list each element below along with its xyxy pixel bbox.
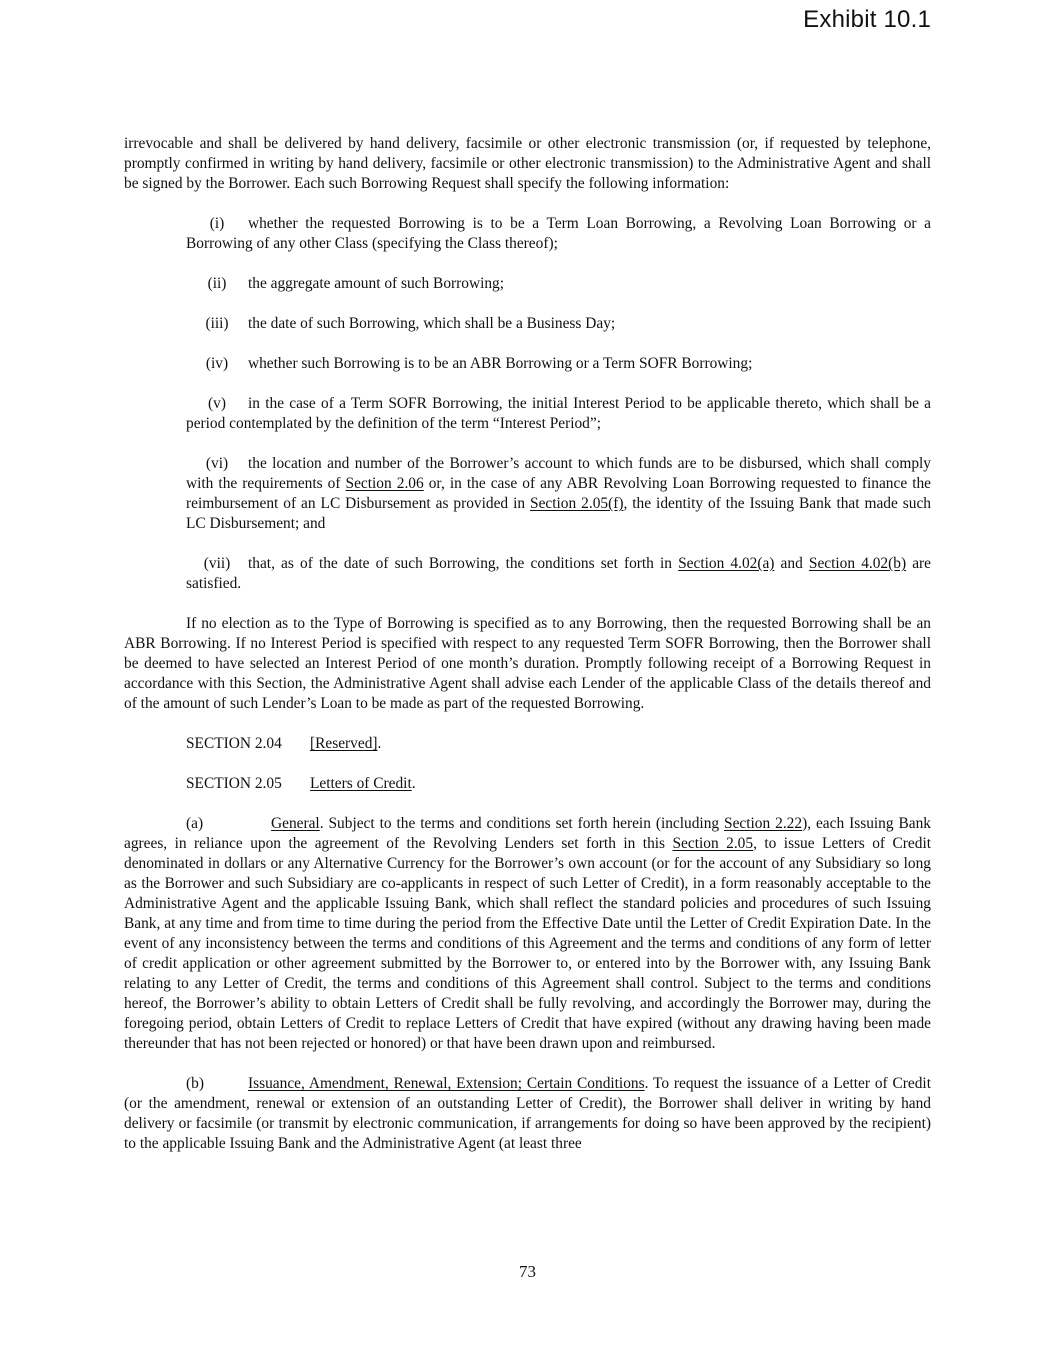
paragraph-text: , to issue Letters of Credit denominated in dollars or any Alternative Currency for the Borrower’s own account (or for the account of any Subsidiary so long as the Borrower and such Subsidiary are co-applicants in respect of such Letter of Credit), in a form reasonably acceptable to the Administrative Agent and the applicable Issuing Bank, which shall reflect the standard policies and procedures of such Issuing Bank, at any time and from time to time during the period from the Effective Date until the Letter of Credit Expiration Date. In the event of any inconsistency between the terms and conditions of this Agreement and the terms and conditions of any form of letter of credit application or other agreement submitted by the Borrower to, or entered into by the Borrower with, any Issuing Bank relating to any Letter of Credit, the terms and conditions of this Agreement shall control. Subject to the terms and conditions hereof, the Borrower’s ability to obtain Letters of Credit shall be fully revolving, and accordingly the Borrower may, during the foregoing period, obtain Letters of Credit to replace Letters of Credit that have expired (without any drawing having been made thereunder that has not been rejected or honored) or that have been drawn upon and reimbursed. (124, 835, 931, 1052)
item-text: that, as of the date of such Borrowing, the conditions set forth in (248, 555, 679, 572)
section-2-22-link[interactable]: Section 2.22 (724, 815, 803, 832)
list-item-v (186, 394, 931, 434)
section-2-05-heading (186, 774, 931, 794)
item-number: (iv) (205, 355, 229, 372)
exhibit-label: Exhibit 10.1 (803, 6, 931, 33)
section-2-04-heading (186, 734, 931, 754)
section-4-02b-link[interactable]: Section 4.02(b) (808, 555, 907, 572)
item-number: (vi) (205, 455, 229, 472)
page-number: 73 (519, 1262, 536, 1281)
intro-paragraph: irrevocable and shall be delivered by hand delivery, facsimile or other electronic transmission (or, if requested by telephone, promptly confirmed in writing by hand delivery, facsimile or other electronic transmission) to the Administrative Agent and shall be signed by the Borrower. Each such Borrowing Request shall specify the following information: (124, 135, 931, 192)
list-item-vi (186, 454, 931, 534)
item-text: or, in the case of any ABR Revolving Loan Borrowing requested to finance the reimbursement of an LC Disbursement as provided in (186, 475, 931, 512)
paragraph-b (124, 1074, 931, 1154)
paragraph-text: . Subject to the terms and conditions set forth herein (including (319, 815, 725, 832)
paragraph-heading: Issuance, Amendment, Renewal, Extension; Certain Conditions (248, 1075, 645, 1092)
list-item-vii (186, 554, 931, 594)
section-number: SECTION 2.05 (186, 775, 282, 792)
item-number: (iii) (205, 315, 229, 332)
section-suffix: . (377, 735, 382, 752)
paragraph-text: . To request the issuance of a Letter of Credit (or the amendment, renewal or extension of an outstanding Letter of Credit), the Borrower shall deliver in writing by hand delivery or facsimile (or transmit by electronic communication, if arrangements for doing so have been approved by the recipient) to the applicable Issuing Bank and the Administrative Agent (at least three (124, 1075, 931, 1152)
section-2-06-link[interactable]: Section 2.06 (345, 475, 424, 492)
paragraph-text: ), each Issuing Bank agrees, in reliance upon the agreement of the Revolving Lenders set forth in this (124, 815, 931, 852)
list-item-iv (186, 354, 931, 374)
list-item-i (186, 214, 931, 254)
item-text: are satisfied. (186, 555, 931, 592)
item-text: in the case of a Term SOFR Borrowing, the initial Interest Period to be applicable thereto, which shall be a period contemplated by the definition of the term “Interest Period”; (186, 395, 931, 432)
list-item-iii (186, 314, 931, 334)
section-title: [Reserved] (310, 735, 378, 752)
item-text: and (774, 555, 809, 572)
section-suffix: . (411, 775, 416, 792)
item-text: whether the requested Borrowing is to be a Term Loan Borrowing, a Revolving Loan Borrowing or a Borrowing of any other Class (specifying the Class thereof); (186, 215, 931, 252)
paragraph-label: (a) (186, 815, 204, 832)
paragraph-label: (b) (186, 1075, 204, 1092)
list-item-ii (186, 274, 931, 294)
document-body (124, 134, 931, 1174)
item-text: the date of such Borrowing, which shall be a Business Day; (248, 315, 616, 332)
item-text: whether such Borrowing is to be an ABR Borrowing or a Term SOFR Borrowing; (248, 355, 753, 372)
section-4-02a-link[interactable]: Section 4.02(a) (678, 555, 775, 572)
item-number: (v) (208, 395, 226, 412)
item-text: , the identity of the Issuing Bank that made such LC Disbursement; and (186, 495, 931, 532)
item-number: (ii) (207, 275, 227, 292)
section-title: Letters of Credit (310, 775, 412, 792)
paragraph-a (124, 814, 931, 1054)
item-number: (vii) (203, 555, 231, 572)
section-2-05-link[interactable]: Section 2.05 (672, 835, 754, 852)
paragraph-heading: General (271, 815, 320, 832)
item-text: the aggregate amount of such Borrowing; (248, 275, 505, 292)
election-paragraph: If no election as to the Type of Borrowing is specified as to any Borrowing, then the requested Borrowing shall be an ABR Borrowing. If no Interest Period is specified with respect to any requested Term SOFR Borrowing, then the Borrower shall be deemed to have selected an Interest Period of one month’s duration. Promptly following receipt of a Borrowing Request in accordance with this Section, the Administrative Agent shall advise each Lender of the applicable Class of the details thereof and of the amount of such Lender’s Loan to be made as part of the requested Borrowing. (124, 615, 931, 712)
section-number: SECTION 2.04 (186, 735, 282, 752)
item-number: (i) (209, 215, 225, 232)
item-text: the location and number of the Borrower’s account to which funds are to be disbursed, which shall comply with the requirements of (186, 455, 931, 492)
section-2-05f-link[interactable]: Section 2.05(f) (530, 495, 624, 512)
